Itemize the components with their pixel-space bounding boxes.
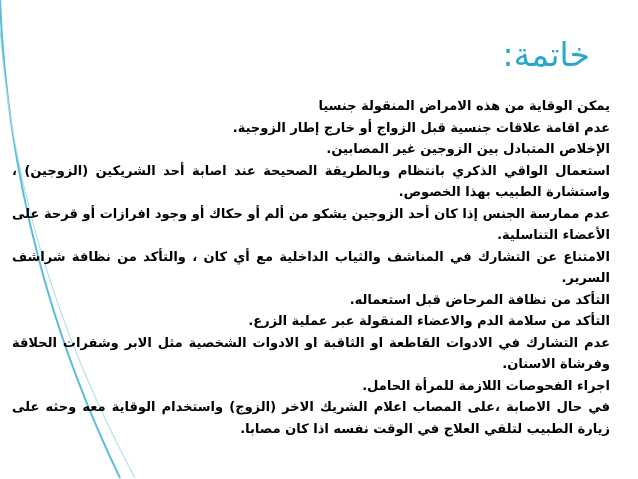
- text-line-9: السرير.: [561, 271, 610, 286]
- text-line-8: الامتناع عن التشارك في المناشف والثياب الداخلية مع أي كان ، والتأكد من نظافة شراشف: [12, 249, 610, 265]
- text-line-1: يمكن الوقاية من هذه الامراض المنقولة جنسيا: [318, 99, 610, 114]
- text-line-6: عدم ممارسة الجنس إذا كان أحد الزوجين يشكو من ألم أو حكاك أو وجود افرازات أو قرحة على: [12, 206, 610, 222]
- conclusion-text: [12, 96, 610, 440]
- text-line-10: التأكد من نظافة المرحاض قبل استعماله.: [349, 292, 610, 308]
- text-line-14: اجراء الفحوصات اللازمة للمرأة الحامل.: [362, 378, 610, 394]
- text-line-13: وفرشاة الاسنان.: [502, 357, 610, 372]
- text-line-15: في حال الاصابة ،على المصاب اعلام الشريك الاخر (الزوج) واستخدام الوقاية معه وحثه على: [12, 400, 610, 415]
- text-line-4: استعمال الواقي الذكري بانتظام وبالطريقة الصحيحة عند اصابة أحد الشريكين (الزوجين) ،: [12, 163, 610, 179]
- text-line-5: واستشارة الطبيب بهذا الخصوص.: [398, 185, 610, 200]
- text-line-2: عدم اقامة علاقات جنسية قبل الزواج أو خارج إطار الزوجية.: [232, 120, 610, 136]
- text-line-11: التأكد من سلامة الدم والاعضاء المنقولة عبر عملية الزرع.: [248, 314, 610, 329]
- slide-title: خاتمة:: [502, 35, 590, 74]
- text-line-7: الأعضاء التناسلية.: [497, 228, 610, 243]
- text-line-12: عدم التشارك في الادوات القاطعة او الثاقبة او الادوات الشخصية مثل الابر وشفرات الحلاقة: [12, 335, 610, 351]
- text-line-3: الإخلاص المتبادل بين الزوجين غير المصابين.: [326, 142, 610, 157]
- text-line-16: زيارة الطبيب لتلقي العلاج في الوقت نفسه اذا كان مصابا.: [240, 421, 610, 437]
